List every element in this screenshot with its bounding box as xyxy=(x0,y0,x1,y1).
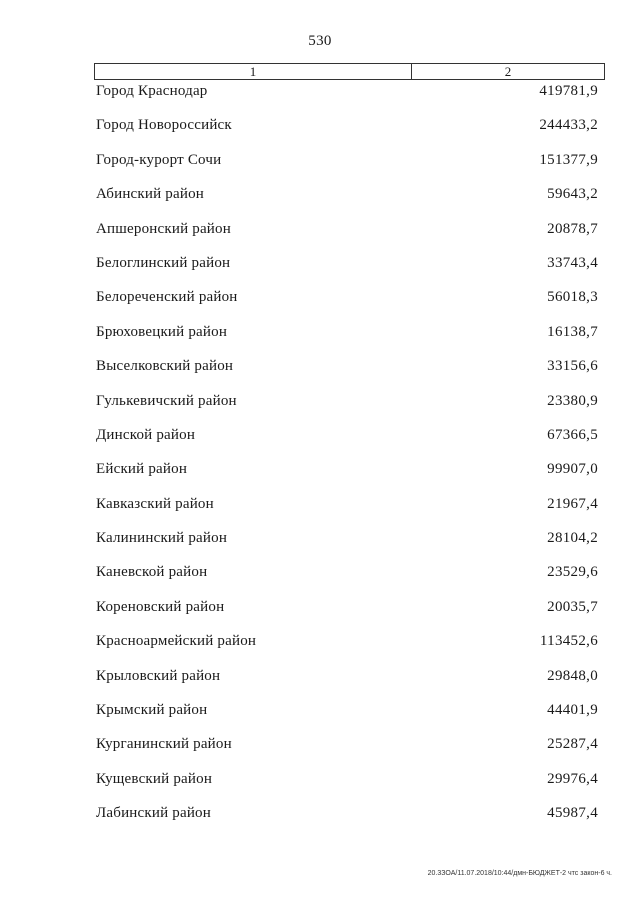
amount-value: 44401,9 xyxy=(547,702,598,719)
table-row xyxy=(96,183,598,217)
district-name: Город-курорт Сочи xyxy=(96,151,222,168)
district-name: Город Краснодар xyxy=(96,83,208,99)
amount-value: 113452,6 xyxy=(539,633,598,650)
table-header xyxy=(94,63,605,80)
table-row xyxy=(96,424,598,458)
amount-value: 21967,4 xyxy=(547,495,598,512)
table-row xyxy=(96,733,598,767)
district-name: Кущевский район xyxy=(96,770,213,787)
table-row xyxy=(96,699,598,733)
amount-value: 419781,9 xyxy=(539,83,598,99)
table-row xyxy=(96,80,598,114)
district-name: Калининский район xyxy=(96,530,228,547)
district-name: Каневской район xyxy=(96,564,208,581)
table-row xyxy=(96,321,598,355)
table-body xyxy=(96,80,598,837)
amount-value: 33743,4 xyxy=(547,254,598,271)
district-name: Город Новороссийск xyxy=(96,117,232,134)
table-header-col-2: 2 xyxy=(504,64,512,79)
amount-value: 244433,2 xyxy=(539,117,598,134)
table-row xyxy=(96,596,598,630)
amount-value: 29848,0 xyxy=(547,667,598,684)
table-row xyxy=(96,527,598,561)
amount-value: 28104,2 xyxy=(547,530,598,547)
table-row xyxy=(96,149,598,183)
district-name: Выселковский район xyxy=(96,358,234,375)
amount-value: 59643,2 xyxy=(547,186,598,203)
district-name: Кореновский район xyxy=(96,598,225,615)
table-header-col-1: 1 xyxy=(95,64,412,79)
district-name: Абинский район xyxy=(96,186,205,203)
amount-value: 45987,4 xyxy=(547,805,598,822)
district-name: Красноармейский район xyxy=(96,633,257,650)
district-name: Динской район xyxy=(96,426,196,443)
amount-value: 16138,7 xyxy=(547,323,598,340)
amount-value: 151377,9 xyxy=(539,151,598,168)
amount-value: 33156,6 xyxy=(547,358,598,375)
table-row xyxy=(96,768,598,802)
table-row xyxy=(96,458,598,492)
district-name: Апшеронский район xyxy=(96,220,231,237)
table-row xyxy=(96,355,598,389)
district-name: Белоглинский район xyxy=(96,254,231,271)
amount-value: 20035,7 xyxy=(547,598,598,615)
amount-value: 20878,7 xyxy=(547,220,598,237)
district-name: Лабинский район xyxy=(96,805,211,822)
district-name: Курганинский район xyxy=(96,736,232,753)
district-name: Крымский район xyxy=(96,702,208,719)
amount-value: 67366,5 xyxy=(547,426,598,443)
district-name: Кавказский район xyxy=(96,495,214,512)
amount-value: 25287,4 xyxy=(547,736,598,753)
document-footer-stamp: 20.3ЗОА/11.07.2018/10:44/дмн-БЮДЖЕТ-2 чтс закон-6 ч. xyxy=(427,870,612,877)
table-row xyxy=(96,114,598,148)
table-row xyxy=(96,630,598,664)
amount-value: 56018,3 xyxy=(547,289,598,306)
page-number: 530 xyxy=(308,33,332,49)
table-row xyxy=(96,218,598,252)
district-name: Гулькевичский район xyxy=(96,392,237,409)
district-name: Белореченский район xyxy=(96,289,238,306)
table-row xyxy=(96,286,598,320)
table-row xyxy=(96,561,598,595)
amount-value: 29976,4 xyxy=(547,770,598,787)
amount-value: 23380,9 xyxy=(547,392,598,409)
district-name: Крыловский район xyxy=(96,667,221,684)
table-row xyxy=(96,493,598,527)
table-row xyxy=(96,802,598,836)
table-row xyxy=(96,252,598,286)
district-name: Брюховецкий район xyxy=(96,323,228,340)
amount-value: 23529,6 xyxy=(547,564,598,581)
district-name: Ейский район xyxy=(96,461,188,478)
table-row xyxy=(96,665,598,699)
table-row xyxy=(96,390,598,424)
amount-value: 99907,0 xyxy=(547,461,598,478)
